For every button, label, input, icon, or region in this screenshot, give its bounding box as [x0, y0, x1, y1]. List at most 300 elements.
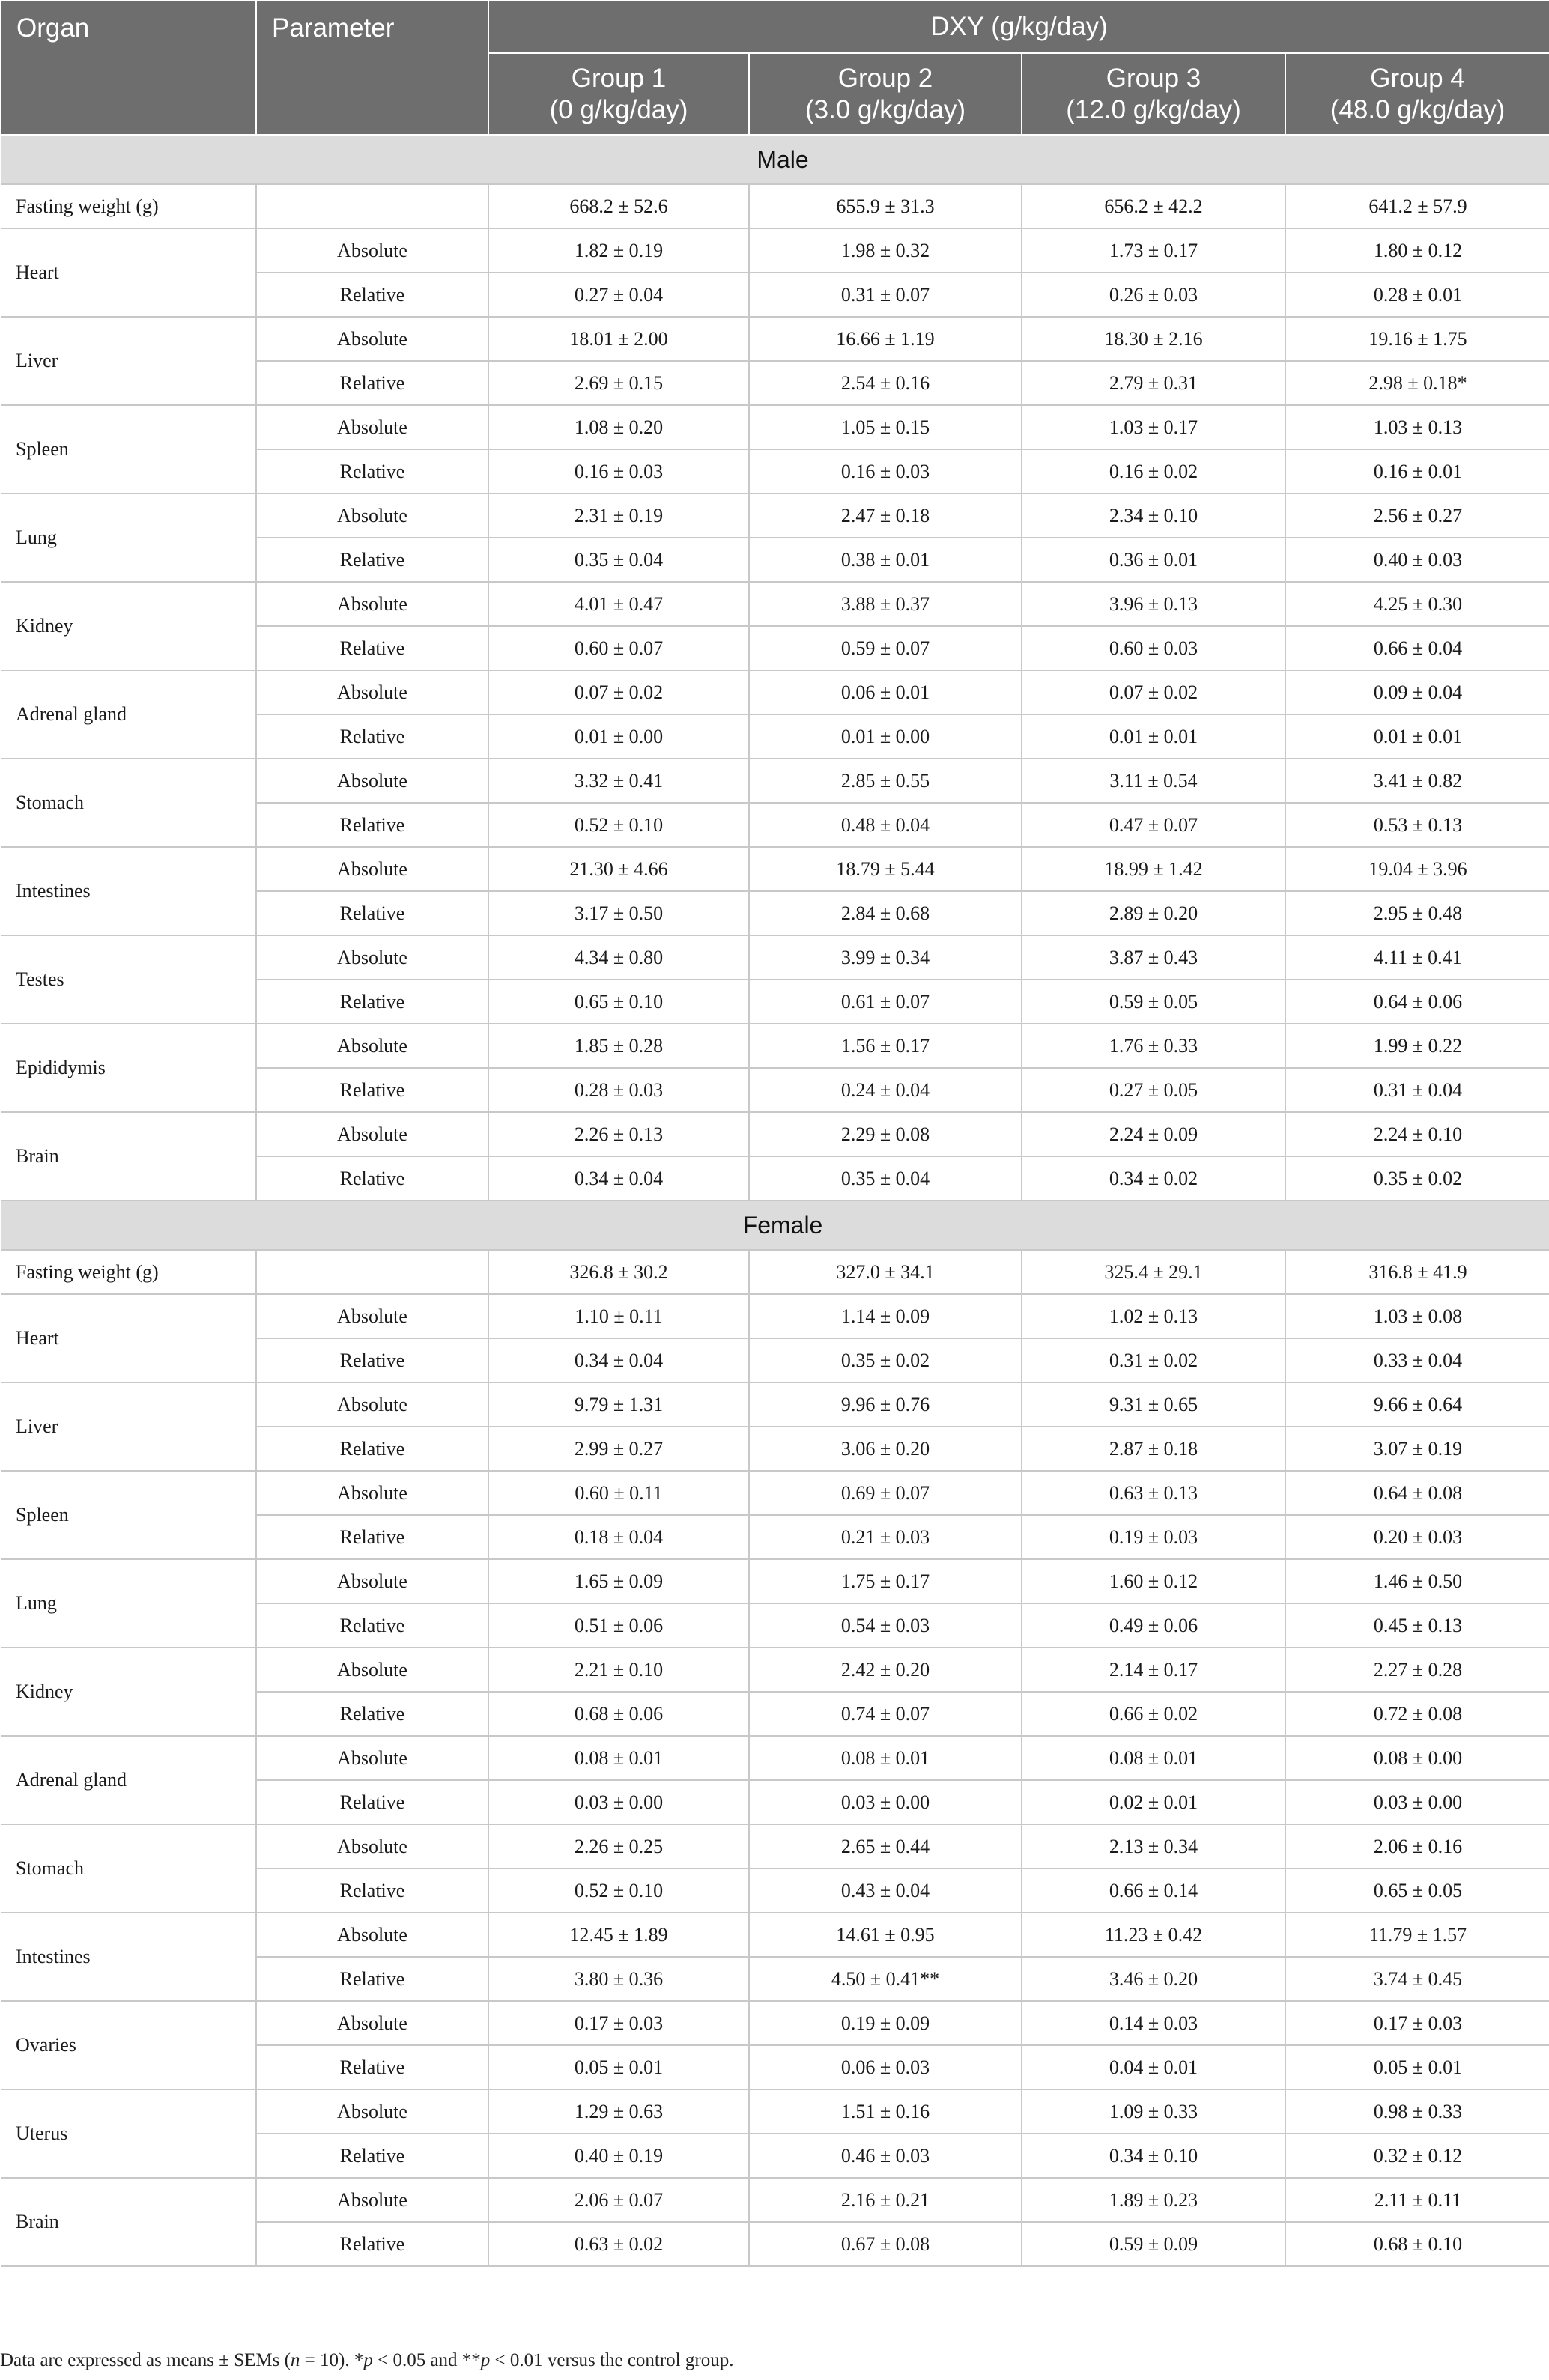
parameter-cell [256, 184, 488, 228]
value-cell: 0.35 ± 0.02 [1285, 1156, 1549, 1200]
value-cell: 2.06 ± 0.07 [488, 2178, 749, 2222]
value-cell: 0.07 ± 0.02 [1022, 670, 1285, 714]
fasting-weight-label: Fasting weight (g) [1, 1250, 256, 1294]
table-row [1, 1294, 1549, 1338]
value-cell: 0.43 ± 0.04 [749, 1869, 1022, 1913]
value-cell: 18.30 ± 2.16 [1022, 317, 1285, 361]
value-cell: 0.61 ± 0.07 [749, 980, 1022, 1024]
value-cell: 0.05 ± 0.01 [1285, 2045, 1549, 2089]
value-cell: 1.08 ± 0.20 [488, 405, 749, 449]
value-cell: 9.79 ± 1.31 [488, 1382, 749, 1427]
value-cell: 2.21 ± 0.10 [488, 1648, 749, 1692]
value-cell: 3.17 ± 0.50 [488, 891, 749, 935]
value-cell: 1.09 ± 0.33 [1022, 2089, 1285, 2134]
organ-name: Lung [1, 1559, 256, 1648]
value-cell: 0.49 ± 0.06 [1022, 1603, 1285, 1648]
value-cell: 0.69 ± 0.07 [749, 1471, 1022, 1515]
table-row [1, 184, 1549, 228]
value-cell: 0.08 ± 0.01 [749, 1736, 1022, 1780]
value-cell: 0.72 ± 0.08 [1285, 1692, 1549, 1736]
value-cell: 3.74 ± 0.45 [1285, 1957, 1549, 2001]
value-cell: 0.19 ± 0.09 [749, 2001, 1022, 2045]
footnote-text: = 10). * [300, 2350, 364, 2370]
value-cell: 2.47 ± 0.18 [749, 494, 1022, 538]
value-cell: 0.34 ± 0.04 [488, 1156, 749, 1200]
organ-name: Intestines [1, 847, 256, 935]
value-cell: 0.27 ± 0.05 [1022, 1068, 1285, 1112]
value-cell: 0.60 ± 0.03 [1022, 626, 1285, 670]
parameter-absolute: Absolute [256, 935, 488, 980]
table-row [1, 1736, 1549, 1780]
value-cell: 0.65 ± 0.05 [1285, 1869, 1549, 1913]
value-cell: 0.06 ± 0.01 [749, 670, 1022, 714]
value-cell: 3.88 ± 0.37 [749, 582, 1022, 626]
header-organ: Organ [1, 1, 256, 135]
header-group-2 [749, 53, 1022, 135]
value-cell: 2.56 ± 0.27 [1285, 494, 1549, 538]
parameter-absolute: Absolute [256, 847, 488, 891]
organ-name: Spleen [1, 1471, 256, 1559]
value-cell: 19.04 ± 3.96 [1285, 847, 1549, 891]
value-cell: 0.65 ± 0.10 [488, 980, 749, 1024]
value-cell: 0.38 ± 0.01 [749, 538, 1022, 582]
value-cell: 3.41 ± 0.82 [1285, 759, 1549, 803]
parameter-relative: Relative [256, 1957, 488, 2001]
value-cell: 1.56 ± 0.17 [749, 1024, 1022, 1068]
table-row [1, 1648, 1549, 1692]
parameter-relative: Relative [256, 1068, 488, 1112]
value-cell: 0.34 ± 0.04 [488, 1338, 749, 1382]
table-row [1, 1913, 1549, 1957]
value-cell: 3.07 ± 0.19 [1285, 1427, 1549, 1471]
organ-name: Stomach [1, 759, 256, 847]
value-cell: 14.61 ± 0.95 [749, 1913, 1022, 1957]
value-cell: 2.87 ± 0.18 [1022, 1427, 1285, 1471]
value-cell: 1.02 ± 0.13 [1022, 1294, 1285, 1338]
value-cell: 0.59 ± 0.07 [749, 626, 1022, 670]
group-1-name: Group 1 [571, 63, 667, 93]
value-cell: 4.50 ± 0.41** [749, 1957, 1022, 2001]
parameter-relative: Relative [256, 1692, 488, 1736]
table-row [1, 228, 1549, 273]
organ-name: Heart [1, 1294, 256, 1382]
parameter-absolute: Absolute [256, 1471, 488, 1515]
parameter-absolute: Absolute [256, 494, 488, 538]
value-cell: 0.48 ± 0.04 [749, 803, 1022, 847]
value-cell: 2.84 ± 0.68 [749, 891, 1022, 935]
value-cell: 1.82 ± 0.19 [488, 228, 749, 273]
value-cell: 2.95 ± 0.48 [1285, 891, 1549, 935]
parameter-relative: Relative [256, 803, 488, 847]
value-cell: 1.80 ± 0.12 [1285, 228, 1549, 273]
parameter-relative: Relative [256, 2222, 488, 2266]
value-cell: 0.66 ± 0.14 [1022, 1869, 1285, 1913]
value-cell: 1.99 ± 0.22 [1285, 1024, 1549, 1068]
group-2-name: Group 2 [837, 63, 933, 93]
parameter-relative: Relative [256, 1603, 488, 1648]
value-cell: 655.9 ± 31.3 [749, 184, 1022, 228]
value-cell: 0.18 ± 0.04 [488, 1515, 749, 1559]
value-cell: 0.16 ± 0.02 [1022, 449, 1285, 494]
table-footnote [0, 2350, 733, 2371]
value-cell: 1.29 ± 0.63 [488, 2089, 749, 2134]
group-4-name: Group 4 [1370, 63, 1465, 93]
parameter-absolute: Absolute [256, 1024, 488, 1068]
value-cell: 0.53 ± 0.13 [1285, 803, 1549, 847]
value-cell: 316.8 ± 41.9 [1285, 1250, 1549, 1294]
value-cell: 1.76 ± 0.33 [1022, 1024, 1285, 1068]
header-group-4 [1285, 53, 1549, 135]
value-cell: 11.23 ± 0.42 [1022, 1913, 1285, 1957]
value-cell: 2.34 ± 0.10 [1022, 494, 1285, 538]
value-cell: 0.45 ± 0.13 [1285, 1603, 1549, 1648]
value-cell: 0.01 ± 0.00 [488, 714, 749, 759]
table-body [1, 135, 1549, 2266]
value-cell: 0.63 ± 0.13 [1022, 1471, 1285, 1515]
organ-name: Spleen [1, 405, 256, 494]
value-cell: 0.34 ± 0.10 [1022, 2134, 1285, 2178]
section-label: Female [1, 1200, 1549, 1250]
parameter-relative: Relative [256, 1427, 488, 1471]
value-cell: 0.28 ± 0.01 [1285, 273, 1549, 317]
organ-name: Epididymis [1, 1024, 256, 1112]
value-cell: 0.03 ± 0.00 [749, 1780, 1022, 1824]
table-row [1, 582, 1549, 626]
table-row [1, 2001, 1549, 2045]
header-dxy: DXY (g/kg/day) [488, 1, 1549, 53]
parameter-relative: Relative [256, 2045, 488, 2089]
organ-name: Kidney [1, 582, 256, 670]
value-cell: 0.20 ± 0.03 [1285, 1515, 1549, 1559]
organ-name: Kidney [1, 1648, 256, 1736]
value-cell: 2.26 ± 0.25 [488, 1824, 749, 1869]
value-cell: 641.2 ± 57.9 [1285, 184, 1549, 228]
value-cell: 0.68 ± 0.10 [1285, 2222, 1549, 2266]
value-cell: 11.79 ± 1.57 [1285, 1913, 1549, 1957]
table-row [1, 2178, 1549, 2222]
value-cell: 0.17 ± 0.03 [488, 2001, 749, 2045]
organ-name: Ovaries [1, 2001, 256, 2089]
parameter-absolute: Absolute [256, 2089, 488, 2134]
value-cell: 1.75 ± 0.17 [749, 1559, 1022, 1603]
header-group-3 [1022, 53, 1285, 135]
value-cell: 0.47 ± 0.07 [1022, 803, 1285, 847]
parameter-relative: Relative [256, 361, 488, 405]
value-cell: 0.32 ± 0.12 [1285, 2134, 1549, 2178]
footnote-text: < 0.05 and ** [372, 2350, 481, 2370]
organ-name: Liver [1, 1382, 256, 1471]
value-cell: 0.06 ± 0.03 [749, 2045, 1022, 2089]
value-cell: 0.03 ± 0.00 [488, 1780, 749, 1824]
value-cell: 1.73 ± 0.17 [1022, 228, 1285, 273]
value-cell: 0.01 ± 0.00 [749, 714, 1022, 759]
header-group-1 [488, 53, 749, 135]
parameter-absolute: Absolute [256, 1824, 488, 1869]
value-cell: 0.05 ± 0.01 [488, 2045, 749, 2089]
value-cell: 0.04 ± 0.01 [1022, 2045, 1285, 2089]
value-cell: 2.85 ± 0.55 [749, 759, 1022, 803]
parameter-absolute: Absolute [256, 1112, 488, 1156]
value-cell: 0.66 ± 0.02 [1022, 1692, 1285, 1736]
value-cell: 1.14 ± 0.09 [749, 1294, 1022, 1338]
value-cell: 656.2 ± 42.2 [1022, 184, 1285, 228]
organ-name: Heart [1, 228, 256, 317]
organ-name: Adrenal gland [1, 1736, 256, 1824]
parameter-relative: Relative [256, 891, 488, 935]
value-cell: 1.60 ± 0.12 [1022, 1559, 1285, 1603]
value-cell: 0.21 ± 0.03 [749, 1515, 1022, 1559]
value-cell: 2.79 ± 0.31 [1022, 361, 1285, 405]
group-4-dose: (48.0 g/kg/day) [1330, 94, 1506, 124]
value-cell: 4.11 ± 0.41 [1285, 935, 1549, 980]
table-row [1, 494, 1549, 538]
value-cell: 2.06 ± 0.16 [1285, 1824, 1549, 1869]
parameter-absolute: Absolute [256, 1913, 488, 1957]
parameter-absolute: Absolute [256, 1736, 488, 1780]
value-cell: 0.17 ± 0.03 [1285, 2001, 1549, 2045]
table-row [1, 1824, 1549, 1869]
group-3-dose: (12.0 g/kg/day) [1066, 94, 1241, 124]
value-cell: 0.31 ± 0.02 [1022, 1338, 1285, 1382]
value-cell: 0.64 ± 0.06 [1285, 980, 1549, 1024]
table-row [1, 759, 1549, 803]
value-cell: 0.16 ± 0.03 [749, 449, 1022, 494]
value-cell: 0.16 ± 0.01 [1285, 449, 1549, 494]
parameter-relative: Relative [256, 1156, 488, 1200]
value-cell: 2.42 ± 0.20 [749, 1648, 1022, 1692]
table-row [1, 1024, 1549, 1068]
value-cell: 0.36 ± 0.01 [1022, 538, 1285, 582]
value-cell: 0.40 ± 0.03 [1285, 538, 1549, 582]
value-cell: 0.33 ± 0.04 [1285, 1338, 1549, 1382]
value-cell: 0.51 ± 0.06 [488, 1603, 749, 1648]
value-cell: 1.05 ± 0.15 [749, 405, 1022, 449]
table-row [1, 1471, 1549, 1515]
parameter-absolute: Absolute [256, 1382, 488, 1427]
parameter-relative: Relative [256, 1338, 488, 1382]
parameter-relative: Relative [256, 626, 488, 670]
group-3-name: Group 3 [1106, 63, 1201, 93]
parameter-absolute: Absolute [256, 1559, 488, 1603]
value-cell: 1.03 ± 0.17 [1022, 405, 1285, 449]
value-cell: 325.4 ± 29.1 [1022, 1250, 1285, 1294]
value-cell: 2.98 ± 0.18* [1285, 361, 1549, 405]
value-cell: 2.14 ± 0.17 [1022, 1648, 1285, 1692]
value-cell: 1.89 ± 0.23 [1022, 2178, 1285, 2222]
table-row [1, 2089, 1549, 2134]
value-cell: 0.66 ± 0.04 [1285, 626, 1549, 670]
parameter-relative: Relative [256, 449, 488, 494]
table-header [1, 1, 1549, 135]
value-cell: 0.60 ± 0.07 [488, 626, 749, 670]
parameter-absolute: Absolute [256, 1648, 488, 1692]
value-cell: 9.66 ± 0.64 [1285, 1382, 1549, 1427]
value-cell: 2.69 ± 0.15 [488, 361, 749, 405]
table-row [1, 1382, 1549, 1427]
value-cell: 0.27 ± 0.04 [488, 273, 749, 317]
value-cell: 3.99 ± 0.34 [749, 935, 1022, 980]
value-cell: 0.35 ± 0.02 [749, 1338, 1022, 1382]
organ-name: Intestines [1, 1913, 256, 2001]
value-cell: 0.01 ± 0.01 [1022, 714, 1285, 759]
parameter-relative: Relative [256, 1515, 488, 1559]
value-cell: 0.74 ± 0.07 [749, 1692, 1022, 1736]
section-row [1, 135, 1549, 184]
value-cell: 4.01 ± 0.47 [488, 582, 749, 626]
value-cell: 0.63 ± 0.02 [488, 2222, 749, 2266]
value-cell: 0.24 ± 0.04 [749, 1068, 1022, 1112]
parameter-relative: Relative [256, 538, 488, 582]
value-cell: 2.16 ± 0.21 [749, 2178, 1022, 2222]
value-cell: 0.01 ± 0.01 [1285, 714, 1549, 759]
parameter-absolute: Absolute [256, 670, 488, 714]
value-cell: 327.0 ± 34.1 [749, 1250, 1022, 1294]
value-cell: 4.25 ± 0.30 [1285, 582, 1549, 626]
parameter-cell [256, 1250, 488, 1294]
value-cell: 1.03 ± 0.13 [1285, 405, 1549, 449]
organ-name: Brain [1, 1112, 256, 1200]
value-cell: 2.11 ± 0.11 [1285, 2178, 1549, 2222]
value-cell: 0.67 ± 0.08 [749, 2222, 1022, 2266]
parameter-absolute: Absolute [256, 1294, 488, 1338]
value-cell: 3.11 ± 0.54 [1022, 759, 1285, 803]
value-cell: 2.99 ± 0.27 [488, 1427, 749, 1471]
footnote-p: p [363, 2350, 373, 2370]
value-cell: 3.87 ± 0.43 [1022, 935, 1285, 980]
value-cell: 3.46 ± 0.20 [1022, 1957, 1285, 2001]
value-cell: 0.28 ± 0.03 [488, 1068, 749, 1112]
value-cell: 18.01 ± 2.00 [488, 317, 749, 361]
value-cell: 0.40 ± 0.19 [488, 2134, 749, 2178]
value-cell: 0.98 ± 0.33 [1285, 2089, 1549, 2134]
header-parameter: Parameter [256, 1, 488, 135]
section-row [1, 1200, 1549, 1250]
organ-name: Adrenal gland [1, 670, 256, 759]
parameter-relative: Relative [256, 273, 488, 317]
value-cell: 1.98 ± 0.32 [749, 228, 1022, 273]
table-row [1, 935, 1549, 980]
table-row [1, 317, 1549, 361]
value-cell: 0.54 ± 0.03 [749, 1603, 1022, 1648]
value-cell: 2.65 ± 0.44 [749, 1824, 1022, 1869]
group-2-dose: (3.0 g/kg/day) [805, 94, 966, 124]
table-row [1, 670, 1549, 714]
section-label: Male [1, 135, 1549, 184]
value-cell: 2.27 ± 0.28 [1285, 1648, 1549, 1692]
parameter-absolute: Absolute [256, 2178, 488, 2222]
table-row [1, 1250, 1549, 1294]
footnote-text: < 0.01 versus the control group. [490, 2350, 734, 2370]
value-cell: 3.80 ± 0.36 [488, 1957, 749, 2001]
footnote-n: n [290, 2350, 300, 2370]
value-cell: 0.59 ± 0.09 [1022, 2222, 1285, 2266]
value-cell: 0.68 ± 0.06 [488, 1692, 749, 1736]
value-cell: 1.46 ± 0.50 [1285, 1559, 1549, 1603]
parameter-relative: Relative [256, 2134, 488, 2178]
group-1-dose: (0 g/kg/day) [549, 94, 688, 124]
organ-name: Stomach [1, 1824, 256, 1913]
value-cell: 0.35 ± 0.04 [749, 1156, 1022, 1200]
value-cell: 0.02 ± 0.01 [1022, 1780, 1285, 1824]
value-cell: 0.60 ± 0.11 [488, 1471, 749, 1515]
value-cell: 2.29 ± 0.08 [749, 1112, 1022, 1156]
value-cell: 0.59 ± 0.05 [1022, 980, 1285, 1024]
parameter-relative: Relative [256, 714, 488, 759]
parameter-absolute: Absolute [256, 582, 488, 626]
value-cell: 1.85 ± 0.28 [488, 1024, 749, 1068]
organ-name: Brain [1, 2178, 256, 2266]
value-cell: 0.64 ± 0.08 [1285, 1471, 1549, 1515]
value-cell: 18.79 ± 5.44 [749, 847, 1022, 891]
value-cell: 0.35 ± 0.04 [488, 538, 749, 582]
value-cell: 12.45 ± 1.89 [488, 1913, 749, 1957]
value-cell: 2.24 ± 0.09 [1022, 1112, 1285, 1156]
value-cell: 16.66 ± 1.19 [749, 317, 1022, 361]
value-cell: 3.96 ± 0.13 [1022, 582, 1285, 626]
value-cell: 2.31 ± 0.19 [488, 494, 749, 538]
value-cell: 0.26 ± 0.03 [1022, 273, 1285, 317]
value-cell: 1.51 ± 0.16 [749, 2089, 1022, 2134]
value-cell: 0.09 ± 0.04 [1285, 670, 1549, 714]
value-cell: 0.46 ± 0.03 [749, 2134, 1022, 2178]
value-cell: 9.96 ± 0.76 [749, 1382, 1022, 1427]
value-cell: 0.08 ± 0.00 [1285, 1736, 1549, 1780]
value-cell: 0.14 ± 0.03 [1022, 2001, 1285, 2045]
footnote-p: p [480, 2350, 491, 2370]
value-cell: 18.99 ± 1.42 [1022, 847, 1285, 891]
parameter-absolute: Absolute [256, 405, 488, 449]
value-cell: 2.89 ± 0.20 [1022, 891, 1285, 935]
value-cell: 3.06 ± 0.20 [749, 1427, 1022, 1471]
value-cell: 19.16 ± 1.75 [1285, 317, 1549, 361]
value-cell: 668.2 ± 52.6 [488, 184, 749, 228]
parameter-absolute: Absolute [256, 2001, 488, 2045]
table-row [1, 1559, 1549, 1603]
value-cell: 0.31 ± 0.04 [1285, 1068, 1549, 1112]
table-row [1, 847, 1549, 891]
value-cell: 0.16 ± 0.03 [488, 449, 749, 494]
value-cell: 9.31 ± 0.65 [1022, 1382, 1285, 1427]
value-cell: 21.30 ± 4.66 [488, 847, 749, 891]
value-cell: 0.34 ± 0.02 [1022, 1156, 1285, 1200]
value-cell: 0.08 ± 0.01 [1022, 1736, 1285, 1780]
table-row [1, 405, 1549, 449]
value-cell: 2.26 ± 0.13 [488, 1112, 749, 1156]
parameter-relative: Relative [256, 1780, 488, 1824]
organ-name: Lung [1, 494, 256, 582]
value-cell: 0.07 ± 0.02 [488, 670, 749, 714]
value-cell: 0.03 ± 0.00 [1285, 1780, 1549, 1824]
parameter-absolute: Absolute [256, 759, 488, 803]
value-cell: 0.52 ± 0.10 [488, 803, 749, 847]
parameter-relative: Relative [256, 980, 488, 1024]
value-cell: 1.10 ± 0.11 [488, 1294, 749, 1338]
value-cell: 0.19 ± 0.03 [1022, 1515, 1285, 1559]
value-cell: 1.65 ± 0.09 [488, 1559, 749, 1603]
table-row [1, 1112, 1549, 1156]
value-cell: 0.52 ± 0.10 [488, 1869, 749, 1913]
organ-name: Testes [1, 935, 256, 1024]
value-cell: 0.31 ± 0.07 [749, 273, 1022, 317]
value-cell: 326.8 ± 30.2 [488, 1250, 749, 1294]
value-cell: 3.32 ± 0.41 [488, 759, 749, 803]
parameter-relative: Relative [256, 1869, 488, 1913]
parameter-absolute: Absolute [256, 228, 488, 273]
fasting-weight-label: Fasting weight (g) [1, 184, 256, 228]
organ-name: Uterus [1, 2089, 256, 2178]
footnote-text: Data are expressed as means ± SEMs ( [0, 2350, 291, 2370]
value-cell: 4.34 ± 0.80 [488, 935, 749, 980]
